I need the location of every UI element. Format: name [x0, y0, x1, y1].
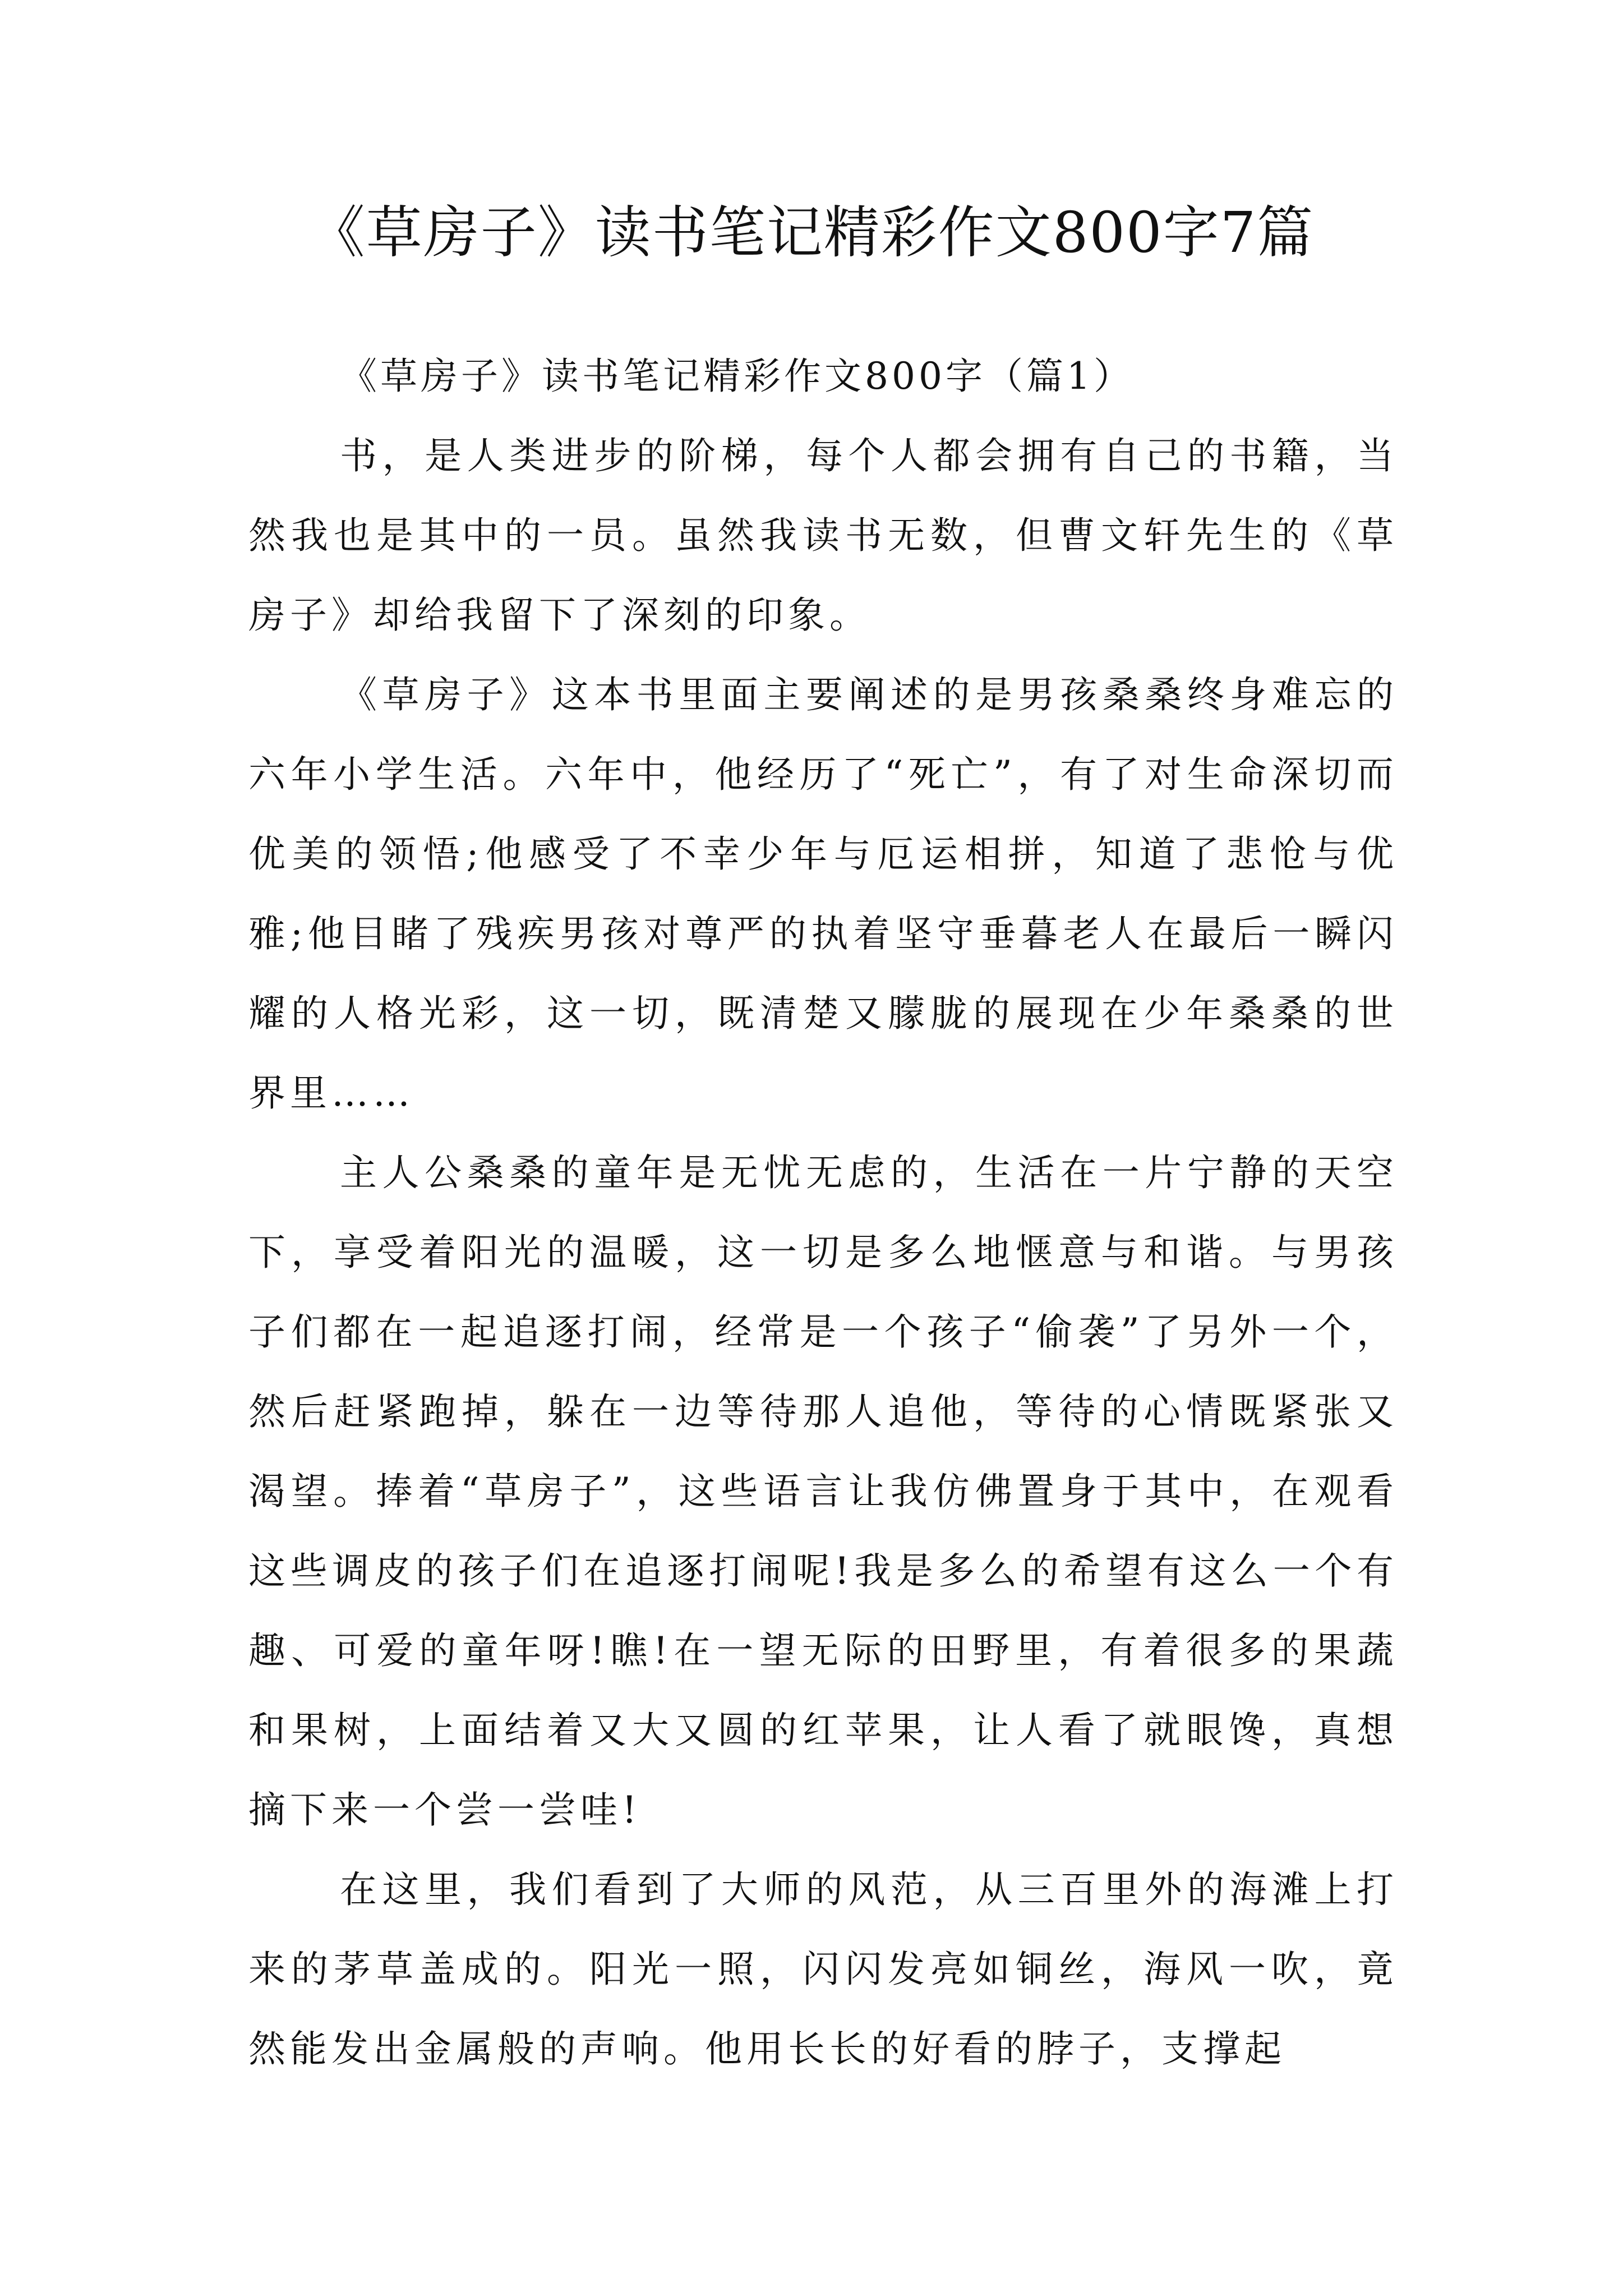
body-paragraph: 书，是人类进步的阶梯，每个人都会拥有自己的书籍，当然我也是其中的一员。虽然我读书无数，但曹文轩先生的《草房子》却给我留下了深刻的印象。 [248, 434, 1398, 637]
document-body [248, 337, 1398, 2089]
body-paragraph: 主人公桑桑的童年是无忧无虑的，生活在一片宁静的天空下，享受着阳光的温暖，这一切是多么地惬意与和谐。与男孩子们都在一起追逐打闹，经常是一个孩子“偷袭”了另外一个，然后赶紧跑掉，躲在一边等待那人追他，等待的心情既紧张又渴望。捧着“草房子”，这些语言让我仿佛置身于其中，在观看这些调皮的孩子们在追逐打闹呢!我是多么的希望有这么一个有趣、可爱的童年呀!瞧!在一望无际的田野里，有着很多的果蔬和果树，上面结着又大又圆的红苹果，让人看了就眼馋，真想摘下来一个尝一尝哇! [248, 1151, 1398, 1832]
section-heading: 《草房子》读书笔记精彩作文800字（篇1） [340, 355, 1134, 398]
body-paragraph: 在这里，我们看到了大师的风范，从三百里外的海滩上打来的茅草盖成的。阳光一照，闪闪发亮如铜丝，海风一吹，竟然能发出金属般的声响。他用长长的好看的脖子，支撑起 [248, 1868, 1398, 2070]
body-paragraph: 《草房子》这本书里面主要阐述的是男孩桑桑终身难忘的六年小学生活。六年中，他经历了“死亡”，有了对生命深切而优美的领悟;他感受了不幸少年与厄运相拼，知道了悲怆与优雅;他目睹了残疾男孩对尊严的执着坚守垂暮老人在最后一瞬闪耀的人格光彩，这一切，既清楚又朦胧的展现在少年桑桑的世界里…… [248, 673, 1398, 1115]
document-title: 《草房子》读书笔记精彩作文800字7篇 [308, 200, 1315, 265]
